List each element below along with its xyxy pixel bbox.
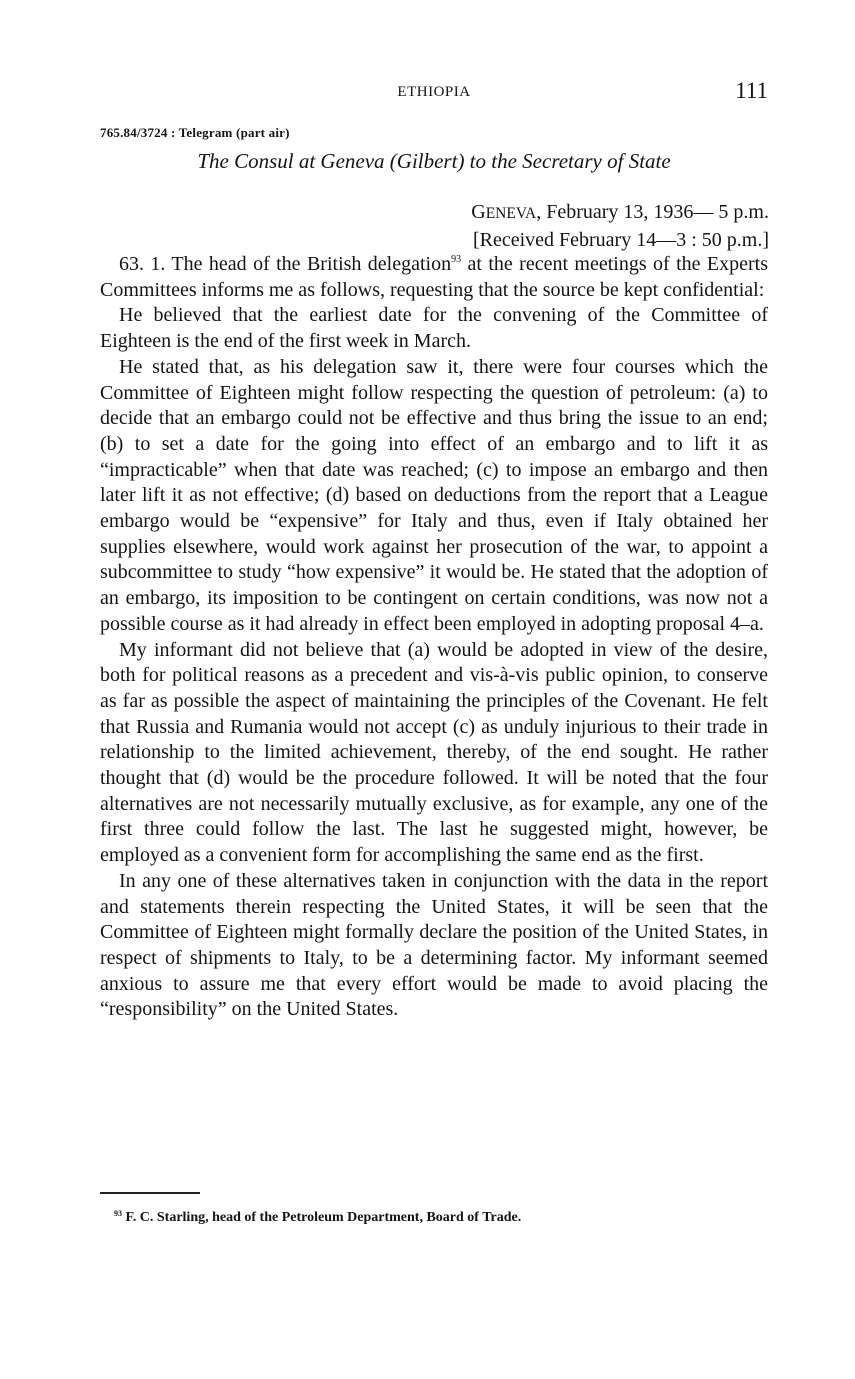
paragraph-1 xyxy=(100,252,768,303)
document-title: The Consul at Geneva (Gilbert) to the Secretary of State xyxy=(197,149,671,173)
dateline-place-rest: ENEVA xyxy=(485,205,537,222)
page-number: 111 xyxy=(735,78,768,103)
dateline-place-initial: G xyxy=(471,201,486,223)
document-reference: 765.84/3724 : Telegram (part air) xyxy=(100,125,290,140)
paragraph-5: In any one of these alternatives taken in conjunction with the data in the report and statements therein respecting the United States, it will be seen that the Committee of Eighteen might formally declare the position of the United States, in respect of shipments to Italy, to be a determining factor. My informant seemed anxious to assure me that every effort would be made to avoid placing the “responsibility” on the United States. xyxy=(100,869,768,1021)
telegram-body xyxy=(100,252,768,1023)
footnote-reference: 93 xyxy=(451,254,462,265)
paragraph-1-start: 63. 1. The head of the British delegation xyxy=(119,253,452,275)
dateline-sent xyxy=(471,199,769,227)
page-header xyxy=(100,78,768,110)
footnote-divider xyxy=(100,1192,200,1194)
paragraph-1-end: at the recent meetings of the Experts Committees informs me as follows, requesting that the source be kept confidential: xyxy=(100,253,768,301)
paragraph-3: He stated that, as his delegation saw it, there were four courses which the Committee of Eighteen might follow respecting the question of petroleum: (a) to decide that an embargo could not be effective and thus bring the issue to an end; (b) to set a date for the going into effect of an embargo and to lift it as “impracticable” when that date was reached; (c) to impose an embargo and then later lift it as not effective; (d) based on deductions from the report that a League embargo would be “expensive” for Italy and thus, even if Italy obtained her supplies elsewhere, would work against her prosecution of the war, to appoint a subcommittee to study “how expensive” it would be. He stated that the adoption of an embargo, its imposition to be contingent on certain conditions, was now not a possible course as it had already in effect been employed in adopting proposal 4–a. xyxy=(100,355,768,635)
dateline-date-time: , February 13, 1936— 5 p.m. xyxy=(536,201,769,223)
dateline xyxy=(471,199,769,253)
dateline-received: [Received February 14—3 : 50 p.m.] xyxy=(472,229,769,251)
running-head: ETHIOPIA xyxy=(397,84,471,100)
footnote-text: F. C. Starling, head of the Petroleum Department, Board of Trade. xyxy=(122,1210,522,1225)
paragraph-4: My informant did not believe that (a) would be adopted in view of the desire, both for political reasons as a precedent and vis-à-vis public opinion, to conserve as far as possible the aspect of maintaining the principles of the Covenant. He felt that Russia and Rumania would not accept (c) as unduly injurious to their trade in relationship to the limited achievement, thereby, of the end sought. He rather thought that (d) would be the procedure followed. It will be noted that the four alternatives are not necessarily mutually exclusive, as for example, any one of the first three could follow the last. The last he suggested might, however, be employed as a convenient form for accomplishing the same end as the first. xyxy=(100,638,768,867)
paragraph-2: He believed that the earliest date for the convening of the Committee of Eighteen is the end of the first week in March. xyxy=(100,304,768,353)
footnote-number: 93 xyxy=(114,1209,122,1218)
footnote xyxy=(114,1210,521,1226)
